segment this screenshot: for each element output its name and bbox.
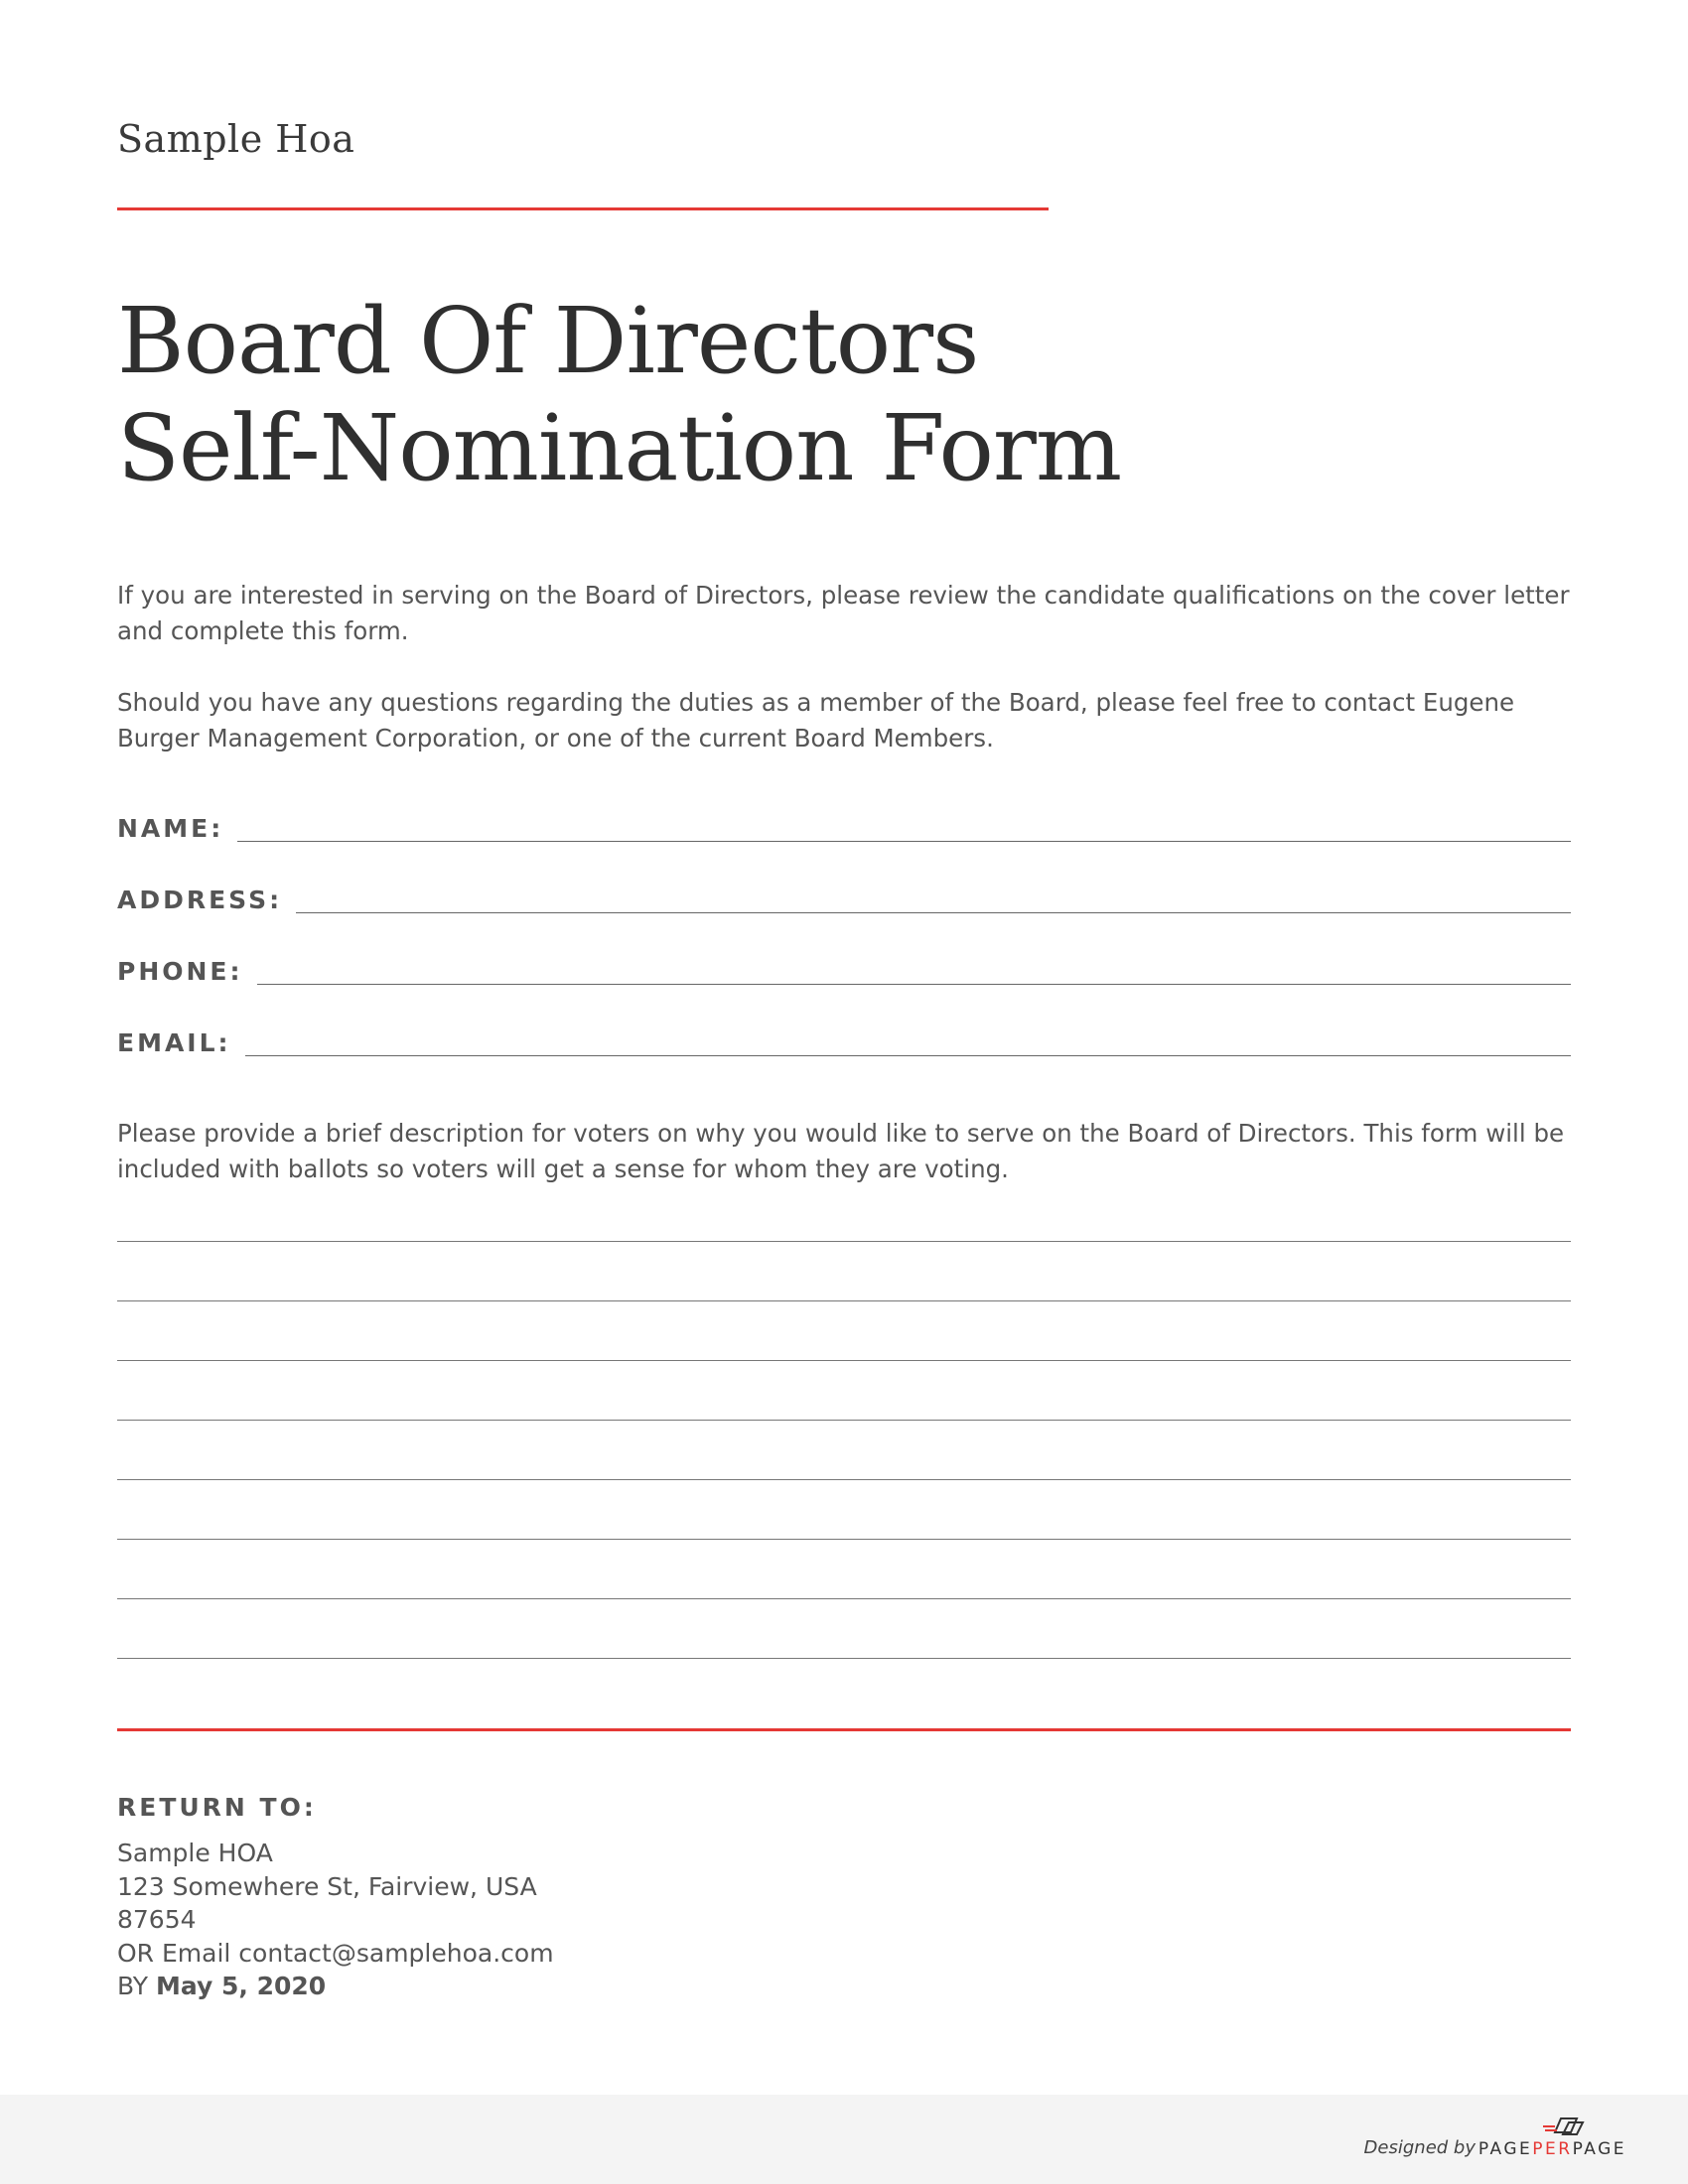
description-line[interactable]	[117, 1658, 1571, 1659]
name-label: NAME:	[117, 814, 224, 843]
brand-part-3: PAGE	[1572, 2139, 1626, 2159]
phone-label: PHONE:	[117, 957, 243, 986]
brand-wordmark[interactable]	[1478, 2139, 1626, 2159]
phone-field[interactable]	[257, 954, 1572, 985]
org-name: Sample Hoa	[117, 117, 355, 161]
bottom-accent-rule	[117, 1728, 1571, 1731]
deadline-date: May 5, 2020	[156, 1972, 327, 2000]
return-street: 123 Somewhere St, Fairview, USA	[117, 1871, 537, 1901]
address-field-row	[117, 876, 1571, 915]
description-line[interactable]	[117, 1598, 1571, 1599]
phone-field-row	[117, 947, 1571, 987]
page-title-line-2: Self-Nomination Form	[117, 395, 1122, 501]
top-accent-rule	[117, 207, 1049, 210]
return-zip: 87654	[117, 1905, 197, 1934]
email-label: EMAIL:	[117, 1028, 231, 1057]
designed-by-label: Designed by	[1363, 2137, 1476, 2158]
deadline-prefix: BY	[117, 1972, 149, 2000]
page-title	[117, 288, 1121, 502]
description-line[interactable]	[117, 1420, 1571, 1421]
intro-paragraph-2: Should you have any questions regarding the duties as a member of the Board, please feel free to contact Eugene Burger Management Corporation, or one of the current Board Members.	[117, 688, 1515, 752]
intro-paragraph-1: If you are interested in serving on the Board of Directors, please review the candidate qualifications on the cover letter and complete this form.	[117, 581, 1570, 645]
description-line[interactable]	[117, 1360, 1571, 1361]
address-label: ADDRESS:	[117, 886, 283, 914]
description-line[interactable]	[117, 1300, 1571, 1301]
return-email-line: OR Email contact@samplehoa.com	[117, 1938, 554, 1968]
brand-part-1: PAGE	[1477, 2139, 1533, 2159]
return-address-block	[117, 1837, 554, 2003]
brand-logo-icon	[1541, 2115, 1585, 2138]
description-line[interactable]	[117, 1539, 1571, 1540]
return-to-heading: RETURN TO:	[117, 1793, 317, 1822]
name-field[interactable]	[237, 811, 1571, 842]
description-line[interactable]	[117, 1479, 1571, 1480]
page-title-line-1: Board Of Directors	[117, 288, 979, 394]
email-field-row	[117, 1019, 1571, 1058]
return-org: Sample HOA	[117, 1839, 273, 1867]
description-line[interactable]	[117, 1241, 1571, 1242]
return-deadline-line	[117, 1970, 554, 2003]
email-field[interactable]	[245, 1025, 1571, 1056]
description-prompt: Please provide a brief description for voters on why you would like to serve on the Board of Directors. This form will be included with ballots so voters will get a sense for whom they are voting.	[117, 1119, 1565, 1183]
name-field-row	[117, 804, 1571, 844]
address-field[interactable]	[296, 883, 1571, 913]
brand-part-2: PER	[1532, 2139, 1573, 2159]
